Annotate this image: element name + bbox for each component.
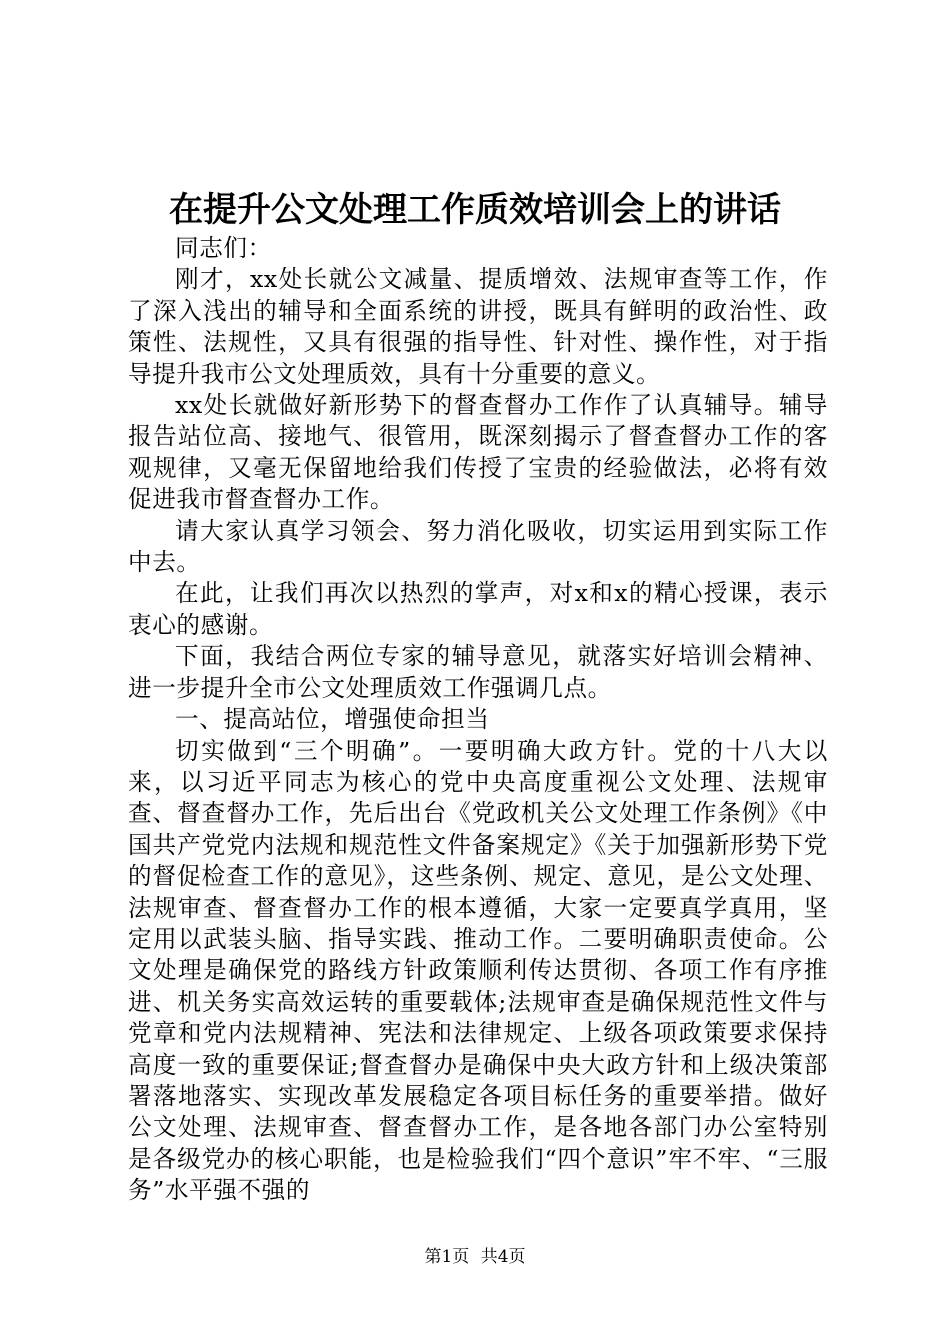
- document-title: 在提升公文处理工作质效培训会上的讲话: [169, 190, 781, 230]
- section-heading: 一、提高站位，增强使命担当: [175, 705, 490, 734]
- salutation: 同志们：: [175, 234, 272, 262]
- paragraph: 下面，我结合两位专家的辅导意见，就落实好培训会精神、进一步提升全市公文处理质效工作强调几点。: [128, 642, 828, 702]
- page-footer: [0, 1246, 950, 1268]
- page-total: 共4页: [480, 1247, 526, 1267]
- paragraph: 切实做到“三个明确”。一要明确大政方针。党的十八大以来，以习近平同志为核心的党中央高度重视公文处理、法规审查、督查督办工作，先后出台《党政机关公文处理工作条例》《中国共产党党内法规和规范性文件备案规定》《关于加强新形势下党的督促检查工作的意见》，这些条例、规定、意见，是公文处理、法规审查、督查督办工作的根本遵循，大家一定要真学真用，坚定用以武装头脑、指导实践、推动工作。二要明确职责使命。公文处理是确保党的路线方针政策顺利传达贯彻、各项工作有序推进、机关务实高效运转的重要载体;法规审查是确保规范性文件与党章和党内法规精神、宪法和法律规定、上级各项政策要求保持高度一致的重要保证;督查督办是确保中央大政方针和上级决策部署落地落实、实现改革发展稳定各项目标任务的重要举措。做好公文处理、法规审查、督查督办工作，是各地各部门办公室特别是各级党办的核心职能，也是检验我们“四个意识”牢不牢、“三服务”水平强不强的: [128, 736, 828, 1205]
- paragraph: 刚才，xx处长就公文减量、提质增效、法规审查等工作，作了深入浅出的辅导和全面系统的讲授，既具有鲜明的政治性、政策性、法规性，又具有很强的指导性、针对性、操作性，对于指导提升我市公文处理质效，具有十分重要的意义。: [128, 265, 828, 388]
- paragraph: xx处长就做好新形势下的督查督办工作作了认真辅导。辅导报告站位高、接地气、很管用，既深刻揭示了督查督办工作的客观规律，又毫无保留地给我们传授了宝贵的经验做法，必将有效促进我市督查督办工作。: [128, 391, 828, 514]
- paragraph: 请大家认真学习领会、努力消化吸收，切实运用到实际工作中去。: [128, 516, 828, 577]
- page-number: 第1页: [424, 1247, 470, 1267]
- paragraph: 在此，让我们再次以热烈的掌声，对x和x的精心授课，表示衷心的感谢。: [128, 579, 828, 639]
- document-body: [128, 233, 828, 1207]
